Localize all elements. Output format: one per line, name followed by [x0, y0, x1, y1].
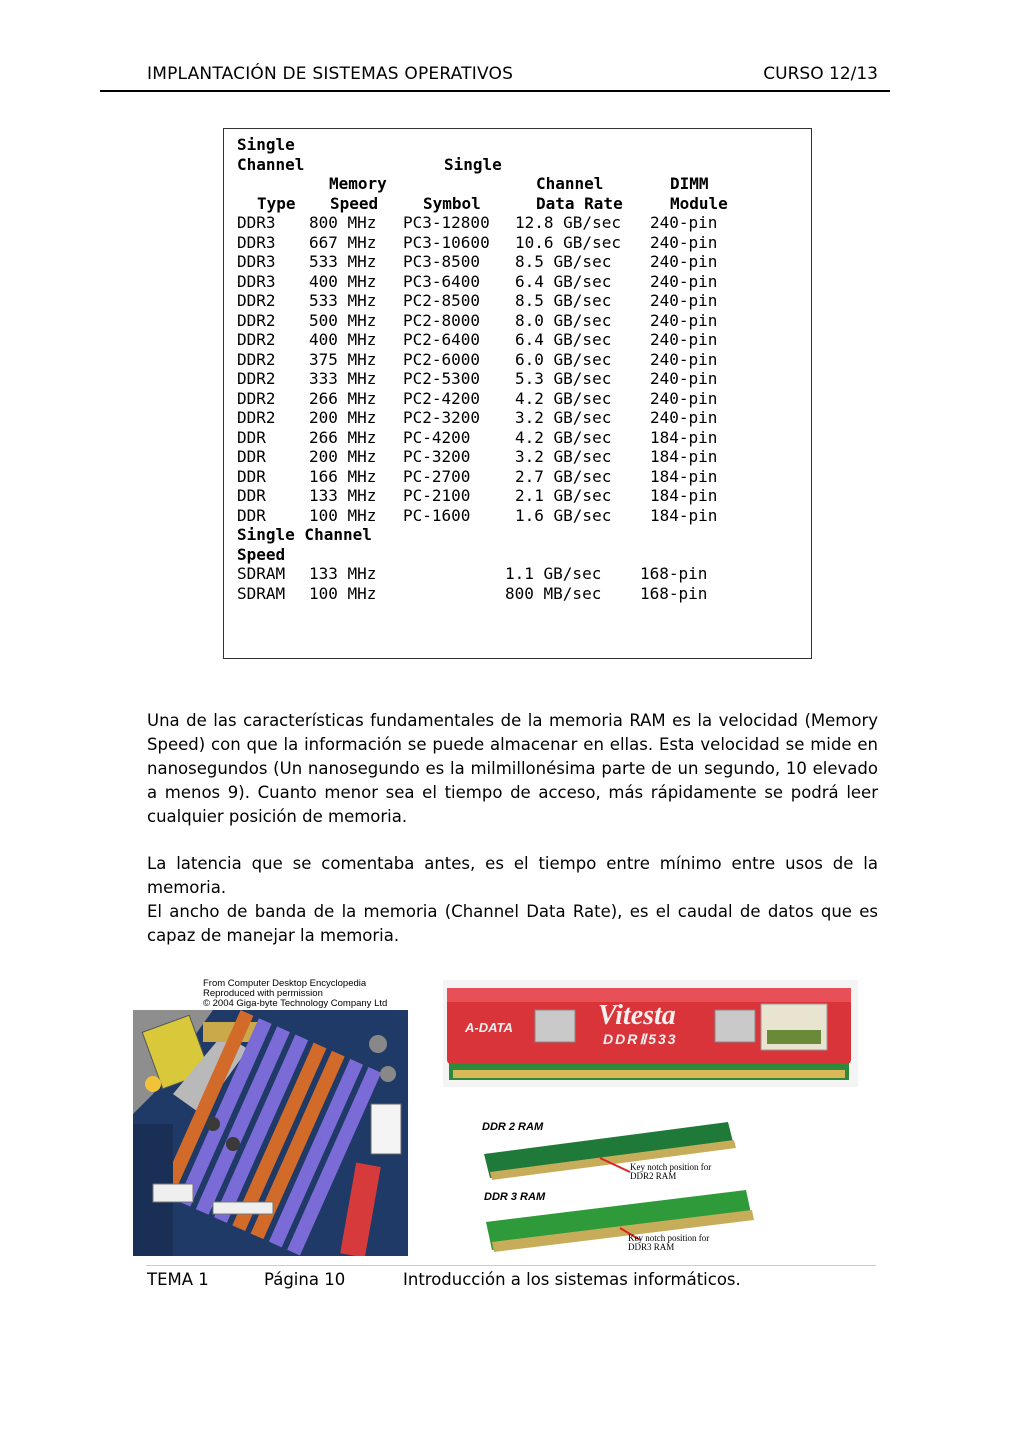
table-cell: 240-pin: [650, 388, 718, 408]
table-cell: 533 MHz: [309, 291, 377, 310]
table-cell: 240-pin: [650, 330, 718, 349]
table-cell: 240-pin: [650, 369, 718, 388]
ddr2-note-1: Key notch position for: [630, 1162, 712, 1172]
table-cell: DDR2: [237, 408, 276, 427]
paragraph-bandwidth: El ancho de banda de la memoria (Channel Data Rate), es el caudal de datos que es capaz de manejar la memoria.: [147, 902, 878, 945]
table-cell: 240-pin: [650, 271, 718, 291]
table-cell: Single Channel: [237, 525, 372, 544]
table-cell: 533 MHz: [309, 252, 377, 271]
table-cell: SDRAM: [237, 583, 286, 603]
vitesta-module-photo: [443, 980, 858, 1087]
table-cell: PC3-10600: [403, 232, 490, 252]
ddr2-note-2: DDR2 RAM: [630, 1171, 677, 1181]
table-cell: 133 MHz: [309, 486, 377, 505]
table-cell: 400 MHz: [309, 330, 377, 349]
table-cell: 800 MHz: [309, 213, 377, 232]
table-cell: DDR2: [237, 388, 276, 408]
table-cell: 240-pin: [650, 408, 718, 427]
table-cell: 184-pin: [650, 427, 718, 447]
table-cell: DDR: [237, 447, 266, 466]
table-cell: Symbol: [423, 193, 481, 213]
table-cell: PC-1600: [403, 505, 471, 525]
table-cell: PC2-4200: [403, 388, 481, 408]
motherboard-photo: [133, 974, 408, 1256]
table-cell: Speed: [330, 193, 379, 213]
vitesta-maker-text: A-DATA: [465, 1020, 513, 1035]
table-cell: PC2-3200: [403, 408, 481, 427]
table-cell: 3.2 GB/sec: [515, 408, 612, 427]
table-cell: 5.3 GB/sec: [515, 369, 612, 388]
table-cell: 168-pin: [640, 583, 708, 603]
table-cell: 10.6 GB/sec: [515, 232, 621, 252]
table-cell: DDR: [237, 486, 266, 505]
ddr3-label: DDR 3 RAM: [484, 1191, 546, 1203]
table-cell: DDR2: [237, 369, 276, 388]
footer-divider: [146, 1265, 876, 1266]
table-cell: 4.2 GB/sec: [515, 388, 612, 408]
table-cell: Single: [237, 135, 295, 154]
table-cell: PC2-5300: [403, 369, 481, 388]
vitesta-brand-text: Vitesta: [598, 1000, 676, 1031]
table-cell: 184-pin: [650, 486, 718, 505]
table-cell: 4.2 GB/sec: [515, 427, 612, 447]
motherboard-caption-2: Reproduced with permission: [203, 988, 323, 999]
table-cell: 333 MHz: [309, 369, 377, 388]
table-cell: 3.2 GB/sec: [515, 447, 612, 466]
table-cell: 6.4 GB/sec: [515, 271, 612, 291]
paragraph-memory-speed: Una de las características fundamentales de la memoria RAM es la velocidad (Memory Speed) con que la información se puede almacenar en ellas. Esta velocidad se mide en nanosegundos (Un nanosegundo es la milmillonésima parte de un segundo, 10 elevado a menos 9). Cuanto menor sea el tiempo de acceso, más rápidamente se podrá leer cualquier posición de memoria.: [147, 711, 878, 826]
table-cell: DDR: [237, 466, 266, 486]
motherboard-caption-1: From Computer Desktop Encyclopedia: [203, 978, 367, 989]
document-title: IMPLANTACIÓN DE SISTEMAS OPERATIVOS: [147, 64, 514, 84]
table-cell: 6.4 GB/sec: [515, 330, 612, 349]
footer-page-number: Página 10: [264, 1270, 346, 1289]
table-cell: PC2-8000: [403, 310, 481, 330]
ddr2-label: DDR 2 RAM: [482, 1121, 544, 1133]
table-cell: DDR2: [237, 291, 276, 310]
table-cell: 8.0 GB/sec: [515, 310, 612, 330]
table-cell: 1.6 GB/sec: [515, 505, 612, 525]
table-cell: PC3-6400: [403, 271, 481, 291]
table-cell: 200 MHz: [309, 447, 377, 466]
table-cell: 2.7 GB/sec: [515, 466, 612, 486]
table-cell: PC-2700: [403, 466, 471, 486]
table-cell: 8.5 GB/sec: [515, 252, 612, 271]
table-cell: PC2-6400: [403, 330, 481, 349]
page-header: [100, 60, 890, 92]
table-cell: DDR3: [237, 213, 276, 232]
table-cell: 200 MHz: [309, 408, 377, 427]
table-cell: 375 MHz: [309, 349, 377, 369]
table-cell: 240-pin: [650, 252, 718, 271]
table-cell: 266 MHz: [309, 388, 377, 408]
table-cell: PC-4200: [403, 427, 471, 447]
table-cell: DDR3: [237, 252, 276, 271]
table-cell: 240-pin: [650, 310, 718, 330]
footer-topic: Introducción a los sistemas informáticos.: [403, 1270, 741, 1289]
ddr3-note-2: DDR3 RAM: [628, 1242, 675, 1252]
table-cell: 166 MHz: [309, 466, 377, 486]
table-cell: Speed: [237, 544, 286, 564]
table-cell: 667 MHz: [309, 232, 377, 252]
table-cell: PC2-8500: [403, 291, 481, 310]
table-cell: 184-pin: [650, 447, 718, 466]
table-cell: Memory: [329, 174, 387, 193]
table-cell: Channel: [536, 174, 604, 193]
table-cell: DDR2: [237, 310, 276, 330]
table-cell: 240-pin: [650, 349, 718, 369]
table-cell: DDR: [237, 505, 266, 525]
table-cell: 100 MHz: [309, 505, 377, 525]
table-cell: DDR3: [237, 271, 276, 291]
table-cell: PC2-6000: [403, 349, 481, 369]
table-cell: 12.8 GB/sec: [515, 213, 621, 232]
table-cell: DIMM: [670, 174, 709, 193]
table-cell: 8.5 GB/sec: [515, 291, 612, 310]
course-label: CURSO 12/13: [763, 64, 878, 84]
table-cell: Single: [444, 154, 502, 174]
motherboard-caption-3: © 2004 Giga-byte Technology Company Ltd: [203, 998, 388, 1009]
table-cell: PC-3200: [403, 447, 471, 466]
table-cell: 100 MHz: [309, 583, 377, 603]
table-cell: 800 MB/sec: [505, 583, 602, 603]
ddr-modules-illustration: [470, 1110, 790, 1260]
table-cell: 266 MHz: [309, 427, 377, 447]
footer-tema: TEMA 1: [147, 1270, 209, 1289]
ddr3-note-1: Key notch position for: [628, 1233, 710, 1243]
motherboard-illustration: [133, 974, 408, 1256]
paragraph-latency: La latencia que se comentaba antes, es el tiempo entre mínimo entre usos de la memoria.: [147, 854, 878, 897]
table-cell: DDR2: [237, 349, 276, 369]
vitesta-illustration: [443, 980, 858, 1087]
table-cell: 500 MHz: [309, 310, 377, 330]
table-cell: 240-pin: [650, 291, 718, 310]
memory-speed-table: [223, 128, 812, 659]
table-cell: Module: [670, 193, 728, 213]
table-cell: 2.1 GB/sec: [515, 486, 612, 505]
table-cell: Data Rate: [536, 193, 623, 213]
table-cell: 240-pin: [650, 232, 718, 252]
vitesta-model-text: DDRⅡ533: [603, 1031, 678, 1047]
table-cell: 6.0 GB/sec: [515, 349, 612, 369]
table-cell: 1.1 GB/sec: [505, 564, 602, 583]
table-cell: 133 MHz: [309, 564, 377, 583]
table-cell: 184-pin: [650, 466, 718, 486]
table-cell: SDRAM: [237, 564, 286, 583]
table-cell: Type: [257, 193, 296, 213]
table-cell: DDR3: [237, 232, 276, 252]
table-cell: 184-pin: [650, 505, 718, 525]
table-cell: Channel: [237, 154, 305, 174]
table-cell: 400 MHz: [309, 271, 377, 291]
table-cell: DDR2: [237, 330, 276, 349]
table-cell: 240-pin: [650, 213, 718, 232]
table-cell: PC3-12800: [403, 213, 490, 232]
table-cell: DDR: [237, 427, 266, 447]
table-cell: PC-2100: [403, 486, 471, 505]
table-cell: PC3-8500: [403, 252, 481, 271]
ddr2-ddr3-modules-photo: [470, 1110, 790, 1260]
table-cell: 168-pin: [640, 564, 708, 583]
